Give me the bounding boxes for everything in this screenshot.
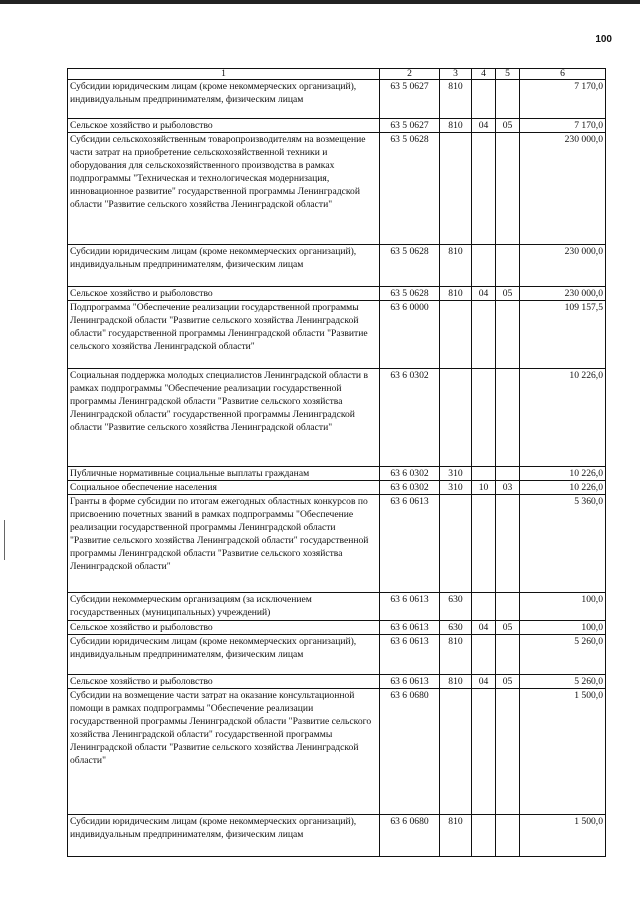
row-amount: 7 170,0 [520,119,606,133]
table-header-row [68,69,606,80]
row-target-code: 63 6 0680 [380,689,440,815]
row-name: Субсидии некоммерческим организациям (за исключением государственных (муниципальных) учреждений) [68,593,380,621]
row-expense-type [440,689,472,815]
row-section: 04 [472,287,496,301]
row-name: Подпрограмма "Обеспечение реализации государственной программы Ленинградской области "Развитие сельского хозяйства Ленинградской области" государственной программы Ленинградской области "Развитие сельского хозяйства Ленинградской области" [68,301,380,369]
row-name: Субсидии сельскохозяйственным товаропроизводителям на возмещение части затрат на приобретение сельскохозяйственной техники и оборудования для сельскохозяйственного производства в рамках подпрограммы "Техническая и технологическая модернизация, инновационное развитие" государственной программы Ленинградской области "Развитие сельского хозяйства Ленинградской области" [68,133,380,245]
row-section [472,133,496,245]
row-name: Субсидии на возмещение части затрат на оказание консультационной помощи в рамках подпрограммы "Обеспечение реализации государственной программы Ленинградской области "Развитие сельского хозяйства Ленинградской области" государственной программы Ленинградской области "Развитие сельского хозяйства Ленинградской области" [68,689,380,815]
row-subsection [496,133,520,245]
header-col-5: 5 [496,69,520,80]
row-target-code: 63 5 0628 [380,245,440,287]
row-section [472,593,496,621]
header-col-4: 4 [472,69,496,80]
row-section [472,495,496,593]
row-name: Субсидии юридическим лицам (кроме некоммерческих организаций), индивидуальным предпринимателям, физическим лицам [68,815,380,857]
page-number: 100 [595,34,612,45]
row-name: Субсидии юридическим лицам (кроме некоммерческих организаций), индивидуальным предпринимателям, физическим лицам [68,80,380,119]
row-section [472,815,496,857]
row-amount: 230 000,0 [520,245,606,287]
row-expense-type: 810 [440,635,472,675]
row-expense-type: 810 [440,80,472,119]
row-target-code: 63 6 0302 [380,481,440,495]
row-section: 10 [472,481,496,495]
table-row [68,815,606,857]
header-col-1: 1 [68,69,380,80]
header-col-3: 3 [440,69,472,80]
row-amount: 1 500,0 [520,689,606,815]
table-row [68,80,606,119]
row-name: Субсидии юридическим лицам (кроме некоммерческих организаций), индивидуальным предпринимателям, физическим лицам [68,245,380,287]
row-expense-type [440,133,472,245]
row-subsection [496,467,520,481]
row-target-code: 63 5 0628 [380,133,440,245]
row-name: Субсидии юридическим лицам (кроме некоммерческих организаций), индивидуальным предпринимателям, физическим лицам [68,635,380,675]
row-expense-type [440,369,472,467]
table-row [68,245,606,287]
row-amount: 5 260,0 [520,635,606,675]
row-target-code: 63 6 0613 [380,621,440,635]
row-target-code: 63 5 0627 [380,119,440,133]
table-row [68,689,606,815]
row-expense-type: 630 [440,621,472,635]
page-top-edge [0,0,640,4]
row-section [472,467,496,481]
row-target-code: 63 6 0613 [380,495,440,593]
row-amount: 100,0 [520,621,606,635]
table-row [68,481,606,495]
row-name: Сельское хозяйство и рыболовство [68,675,380,689]
row-amount: 100,0 [520,593,606,621]
table-row [68,593,606,621]
row-target-code: 63 6 0613 [380,635,440,675]
row-subsection [496,80,520,119]
row-name: Публичные нормативные социальные выплаты гражданам [68,467,380,481]
row-amount: 10 226,0 [520,467,606,481]
row-subsection [496,495,520,593]
table-row [68,287,606,301]
row-section [472,301,496,369]
row-expense-type: 810 [440,119,472,133]
table-row [68,635,606,675]
row-target-code: 63 5 0627 [380,80,440,119]
row-section: 04 [472,621,496,635]
row-section [472,689,496,815]
margin-mark [4,520,5,560]
row-amount: 230 000,0 [520,287,606,301]
row-amount: 109 157,5 [520,301,606,369]
row-amount: 5 360,0 [520,495,606,593]
row-subsection: 05 [496,675,520,689]
row-section: 04 [472,119,496,133]
row-amount: 10 226,0 [520,481,606,495]
row-section: 04 [472,675,496,689]
row-amount: 10 226,0 [520,369,606,467]
row-target-code: 63 6 0302 [380,369,440,467]
table-row [68,119,606,133]
row-subsection [496,301,520,369]
table-row [68,369,606,467]
row-section [472,245,496,287]
row-expense-type: 310 [440,481,472,495]
row-target-code: 63 6 0613 [380,675,440,689]
row-expense-type [440,495,472,593]
row-amount: 1 500,0 [520,815,606,857]
table-row [68,675,606,689]
row-target-code: 63 6 0680 [380,815,440,857]
row-expense-type [440,301,472,369]
table-row [68,467,606,481]
row-subsection: 03 [496,481,520,495]
row-amount: 7 170,0 [520,80,606,119]
header-col-2: 2 [380,69,440,80]
row-name: Гранты в форме субсидии по итогам ежегодных областных конкурсов по присвоению почетных званий в рамках подпрограммы "Обеспечение реализации государственной программы Ленинградской области "Развитие сельского хозяйства Ленинградской области" государственной программы Ленинградской области "Развитие сельского хозяйства Ленинградской области" [68,495,380,593]
row-name: Сельское хозяйство и рыболовство [68,119,380,133]
table-row [68,301,606,369]
row-section [472,80,496,119]
row-section [472,635,496,675]
table-row [68,495,606,593]
row-target-code: 63 6 0000 [380,301,440,369]
row-subsection [496,593,520,621]
row-name: Социальное обеспечение населения [68,481,380,495]
row-expense-type: 810 [440,815,472,857]
row-expense-type: 810 [440,675,472,689]
row-target-code: 63 6 0613 [380,593,440,621]
row-target-code: 63 5 0628 [380,287,440,301]
row-subsection [496,689,520,815]
row-expense-type: 810 [440,287,472,301]
row-subsection: 05 [496,287,520,301]
row-expense-type: 810 [440,245,472,287]
row-subsection: 05 [496,621,520,635]
row-amount: 230 000,0 [520,133,606,245]
row-subsection [496,369,520,467]
row-subsection [496,635,520,675]
budget-table [67,68,606,857]
row-amount: 5 260,0 [520,675,606,689]
table-row [68,621,606,635]
row-target-code: 63 6 0302 [380,467,440,481]
row-expense-type: 630 [440,593,472,621]
row-subsection [496,815,520,857]
row-name: Социальная поддержка молодых специалистов Ленинградской области в рамках подпрограммы "Обеспечение реализации государственной программы Ленинградской области "Развитие сельского хозяйства Ленинградской области" государственной программы Ленинградской области "Развитие сельского хозяйства Ленинградской области" [68,369,380,467]
row-name: Сельское хозяйство и рыболовство [68,287,380,301]
row-expense-type: 310 [440,467,472,481]
row-subsection [496,245,520,287]
row-section [472,369,496,467]
header-col-6: 6 [520,69,606,80]
row-subsection: 05 [496,119,520,133]
row-name: Сельское хозяйство и рыболовство [68,621,380,635]
table-row [68,133,606,245]
